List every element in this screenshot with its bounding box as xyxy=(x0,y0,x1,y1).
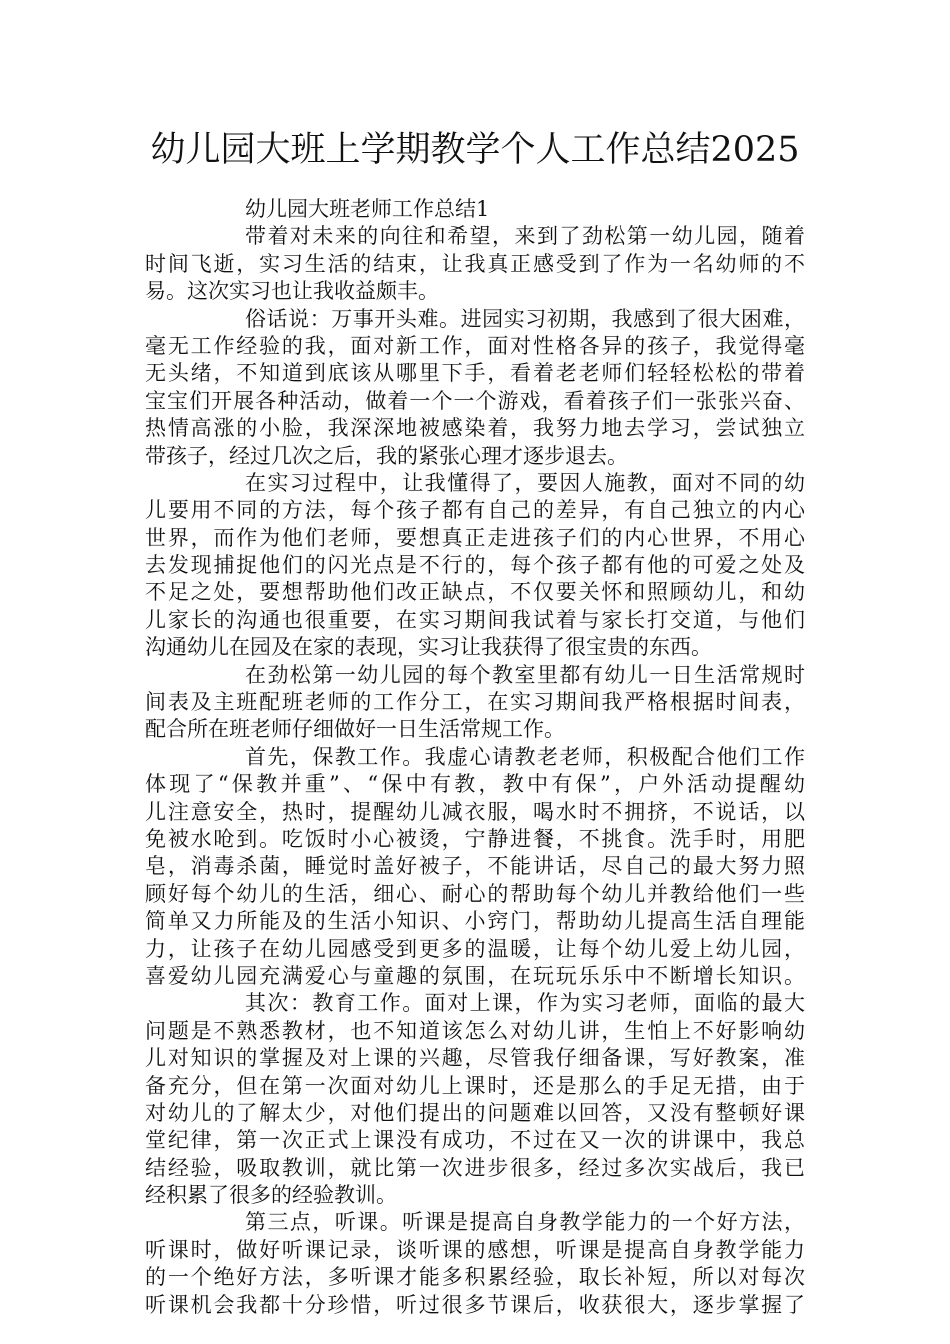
body-text-line: 其次：教育工作。面对上课，作为实习老师，面临的最大 xyxy=(245,991,805,1016)
body-text-line: 堂纪律，第一次正式上课没有成功，不过在又一次的讲课中，我总 xyxy=(145,1128,805,1153)
body-text-line: 简单又力所能及的生活小知识、小窍门，帮助幼儿提高生活自理能 xyxy=(145,909,805,934)
body-text-line: 对幼儿的了解太少，对他们提出的问题难以回答，又没有整顿好课 xyxy=(145,1100,805,1125)
body-text-line: 世界，而作为他们老师，要想真正走进孩子们的内心世界，不用心 xyxy=(145,525,805,550)
body-text-line: 去发现捕捉他们的闪光点是不行的，每个孩子都有他的可爱之处及 xyxy=(145,553,805,578)
document-title: 幼儿园大班上学期教学个人工作总结2025 xyxy=(150,130,800,170)
body-text-line: 儿对知识的掌握及对上课的兴趣，尽管我仔细备课，写好教案，准 xyxy=(145,1046,805,1071)
body-text-line: 俗话说：万事开头难。进园实习初期，我感到了很大困难， xyxy=(245,306,805,331)
body-text-line: 间表及主班配班老师的工作分工，在实习期间我严格根据时间表， xyxy=(145,690,805,715)
body-text-line: 儿要用不同的方法，每个孩子都有自己的差异，有自己独立的内心 xyxy=(145,498,805,523)
body-text-line: 时间飞逝，实习生活的结束，让我真正感受到了作为一名幼师的不 xyxy=(145,251,805,276)
body-text-line: 喜爱幼儿园充满爱心与童趣的氛围，在玩玩乐乐中不断增长知识。 xyxy=(145,963,805,988)
body-text-line: 带着对未来的向往和希望，来到了劲松第一幼儿园，随着 xyxy=(245,224,805,249)
body-text-line: 备充分，但在第一次面对幼儿上课时，还是那么的手足无措，由于 xyxy=(145,1073,805,1098)
body-text-line: 不足之处，要想帮助他们改正缺点，不仅要关怀和照顾幼儿，和幼 xyxy=(145,580,805,605)
body-text-line: 第三点，听课。听课是提高自身教学能力的一个好方法， xyxy=(245,1210,805,1235)
body-text-line: 听课时，做好听课记录，谈听课的感想，听课是提高自身教学能力 xyxy=(145,1237,805,1262)
body-text-line: 儿家长的沟通也很重要，在实习期间我试着与家长打交道，与他们 xyxy=(145,607,805,632)
body-text-line: 首先，保教工作。我虚心请教老老师，积极配合他们工作 xyxy=(245,744,805,769)
body-text-line: 无头绪，不知道到底该从哪里下手，看着老老师们轻轻松松的带着 xyxy=(145,361,805,386)
body-text-line: 体现了“保教并重”、“保中有教，教中有保”，户外活动提醒幼 xyxy=(145,772,805,797)
body-text-line: 热情高涨的小脸，我深深地被感染着，我努力地去学习，尝试独立 xyxy=(145,416,805,441)
body-text-line: 在劲松第一幼儿园的每个教室里都有幼儿一日生活常规时 xyxy=(245,662,805,687)
body-text-line: 宝宝们开展各种活动，做着一个一个游戏，看着孩子们一张张兴奋、 xyxy=(145,388,805,413)
body-text-line: 配合所在班老师仔细做好一日生活常规工作。 xyxy=(145,717,565,742)
body-text-line: 的一个绝好方法，多听课才能多积累经验，取长补短，所以对每次 xyxy=(145,1265,805,1290)
body-text-line: 带孩子，经过几次之后，我的紧张心理才逐步退去。 xyxy=(145,443,628,468)
body-text-line: 经积累了很多的经验教训。 xyxy=(145,1183,397,1208)
body-text-line: 毫无工作经验的我，面对新工作，面对性格各异的孩子，我觉得毫 xyxy=(145,333,805,358)
body-text-line: 幼儿园大班老师工作总结1 xyxy=(245,197,490,221)
body-text-line: 免被水呛到。吃饭时小心被烫，宁静进餐，不挑食。洗手时，用肥 xyxy=(145,826,805,851)
body-text-line: 力，让孩子在幼儿园感受到更多的温暖，让每个幼儿爱上幼儿园， xyxy=(145,936,805,961)
body-text-line: 问题是不熟悉教材，也不知道该怎么对幼儿讲，生怕上不好影响幼 xyxy=(145,1018,805,1043)
document-body xyxy=(145,196,825,1319)
body-text-line: 在实习过程中，让我懂得了，要因人施教，面对不同的幼 xyxy=(245,470,805,495)
body-text-line: 易。这次实习也让我收益颇丰。 xyxy=(145,279,439,304)
body-text-line: 听课机会我都十分珍惜，听过很多节课后，收获很大，逐步掌握了 xyxy=(145,1292,805,1317)
body-text-line: 结经验，吸取教训，就比第一次进步很多，经过多次实战后，我已 xyxy=(145,1155,805,1180)
body-text-line: 儿注意安全，热时，提醒幼儿减衣服，喝水时不拥挤，不说话，以 xyxy=(145,799,805,824)
body-text-line: 沟通幼儿在园及在家的表现，实习让我获得了很宝贵的东西。 xyxy=(145,635,712,660)
body-text-line: 皂，消毒杀菌，睡觉时盖好被子，不能讲话，尽自己的最大努力照 xyxy=(145,854,805,879)
body-text-line: 顾好每个幼儿的生活，细心、耐心的帮助每个幼儿并教给他们一些 xyxy=(145,881,805,906)
